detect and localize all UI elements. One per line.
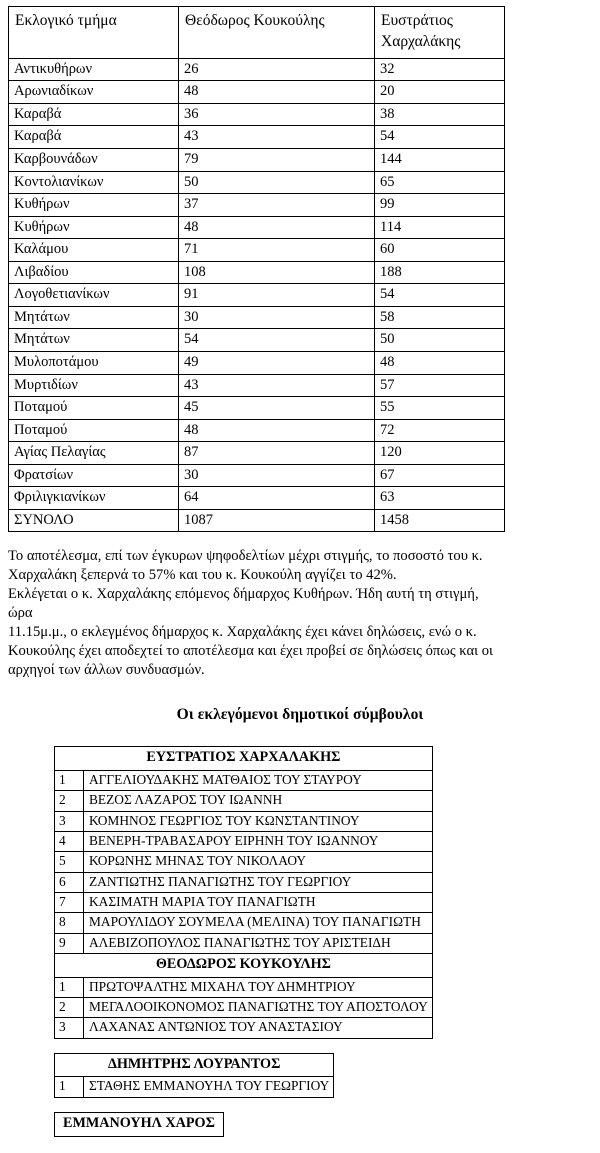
commentary-line-5: Κουκούλης έχει αποδεχτεί το αποτέλεσμα και έχει προβεί σε δηλώσεις όπως και οι bbox=[8, 643, 493, 660]
table-row bbox=[9, 126, 505, 149]
cell-votes-candidate-1: 45 bbox=[179, 397, 375, 420]
member-name: ΖΑΝΤΙΩΤΗΣ ΠΑΝΑΓΙΩΤΗΣ ΤΟΥ ΓΕΩΡΓΙΟΥ bbox=[84, 872, 433, 892]
cell-votes-candidate-2: 144 bbox=[375, 149, 505, 172]
table-row bbox=[9, 442, 505, 465]
cell-votes-candidate-1: 54 bbox=[179, 329, 375, 352]
group-header-label: ΕΜΜΑΝΟΥΗΛ ΧΑΡΟΣ bbox=[55, 1112, 224, 1136]
cell-votes-candidate-1: 91 bbox=[179, 284, 375, 307]
commentary-line-2: Χαρχαλάκη ξεπερνά το 57% και του κ. Κουκούλη αγγίζει το 42%. bbox=[8, 567, 397, 584]
table-row bbox=[9, 419, 505, 442]
list-item bbox=[55, 913, 433, 933]
cell-votes-candidate-1: 30 bbox=[179, 306, 375, 329]
member-index: 1 bbox=[55, 1077, 84, 1097]
cell-precinct: Μυρτιδίων bbox=[9, 374, 179, 397]
cell-votes-candidate-2: 50 bbox=[375, 329, 505, 352]
table-row bbox=[9, 306, 505, 329]
cell-votes-candidate-2: 99 bbox=[375, 194, 505, 217]
list-item bbox=[55, 892, 433, 912]
cell-total-candidate-2: 1458 bbox=[375, 509, 505, 532]
member-name: ΚΑΣΙΜΑΤΗ ΜΑΡΙΑ ΤΟΥ ΠΑΝΑΓΙΩΤΗ bbox=[84, 892, 433, 912]
member-index: 2 bbox=[55, 998, 84, 1018]
member-index: 1 bbox=[55, 977, 84, 997]
cell-precinct: Μυλοποτάμου bbox=[9, 351, 179, 374]
column-header-candidate-1: Θεόδωρος Κουκούλης bbox=[179, 7, 375, 59]
group-header-row bbox=[55, 747, 433, 771]
table-row bbox=[9, 239, 505, 262]
table-row bbox=[9, 171, 505, 194]
cell-precinct: Καρβουνάδων bbox=[9, 149, 179, 172]
cell-precinct: Καλάμου bbox=[9, 239, 179, 262]
table-row-total bbox=[9, 509, 505, 532]
cell-votes-candidate-2: 188 bbox=[375, 261, 505, 284]
cell-votes-candidate-2: 114 bbox=[375, 216, 505, 239]
cell-votes-candidate-2: 32 bbox=[375, 58, 505, 81]
list-item bbox=[55, 977, 433, 997]
cell-votes-candidate-1: 50 bbox=[179, 171, 375, 194]
table-row bbox=[9, 261, 505, 284]
cell-votes-candidate-1: 43 bbox=[179, 126, 375, 149]
cell-votes-candidate-2: 63 bbox=[375, 487, 505, 510]
table-row bbox=[9, 374, 505, 397]
list-item bbox=[55, 998, 433, 1018]
cell-votes-candidate-2: 72 bbox=[375, 419, 505, 442]
list-item bbox=[55, 852, 433, 872]
commentary-line-3: Εκλέγεται ο κ. Χαρχαλάκης επόμενος δήμαρχος Κυθήρων. Ήδη αυτή τη στιγμή, ώρα bbox=[8, 586, 479, 622]
column-header-precinct: Εκλογικό τμήμα bbox=[9, 7, 179, 59]
list-item bbox=[55, 1077, 334, 1097]
member-name: ΛΑΧΑΝΑΣ ΑΝΤΩΝΙΟΣ ΤΟΥ ΑΝΑΣΤΑΣΙΟΥ bbox=[84, 1018, 433, 1038]
list-item bbox=[55, 811, 433, 831]
member-name: ΜΕΓΑΛΟΟΙΚΟΝΟΜΟΣ ΠΑΝΑΓΙΩΤΗΣ ΤΟΥ ΑΠΟΣΤΟΛΟΥ bbox=[84, 998, 433, 1018]
member-name: ΒΕΖΟΣ ΛΑΖΑΡΟΣ ΤΟΥ ΙΩΑΝΝΗ bbox=[84, 791, 433, 811]
member-index: 1 bbox=[55, 770, 84, 790]
cell-votes-candidate-1: 26 bbox=[179, 58, 375, 81]
table-row bbox=[9, 149, 505, 172]
cell-votes-candidate-1: 48 bbox=[179, 81, 375, 104]
cell-votes-candidate-1: 87 bbox=[179, 442, 375, 465]
member-index: 5 bbox=[55, 852, 84, 872]
member-name: ΑΛΕΒΙΖΟΠΟΥΛΟΣ ΠΑΝΑΓΙΩΤΗΣ ΤΟΥ ΑΡΙΣΤΕΙΔΗ bbox=[84, 933, 433, 953]
cell-votes-candidate-2: 120 bbox=[375, 442, 505, 465]
table-row bbox=[9, 284, 505, 307]
member-index: 7 bbox=[55, 892, 84, 912]
column-header-candidate-2: Ευστράτιος Χαρχαλάκης bbox=[375, 7, 505, 59]
list-item bbox=[55, 831, 433, 851]
cell-votes-candidate-2: 48 bbox=[375, 351, 505, 374]
member-index: 3 bbox=[55, 811, 84, 831]
cell-votes-candidate-2: 65 bbox=[375, 171, 505, 194]
member-index: 2 bbox=[55, 791, 84, 811]
cell-precinct: Καραβά bbox=[9, 103, 179, 126]
commentary-line-6: αρχηγοί των άλλων συνδυασμών. bbox=[8, 662, 205, 679]
cell-votes-candidate-1: 79 bbox=[179, 149, 375, 172]
cell-votes-candidate-2: 54 bbox=[375, 284, 505, 307]
member-name: ΑΓΓΕΛΙΟΥΔΑΚΗΣ ΜΑΤΘΑΙΟΣ ΤΟΥ ΣΤΑΥΡΟΥ bbox=[84, 770, 433, 790]
cell-precinct: Ποταμού bbox=[9, 397, 179, 420]
cell-precinct: Φριλιγκιανίκων bbox=[9, 487, 179, 510]
table-row bbox=[9, 194, 505, 217]
table-row bbox=[9, 464, 505, 487]
member-index: 6 bbox=[55, 872, 84, 892]
cell-votes-candidate-2: 20 bbox=[375, 81, 505, 104]
councillors-group-1 bbox=[6, 746, 594, 1039]
group-header-label: ΘΕΟΔΩΡΟΣ ΚΟΥΚΟΥΛΗΣ bbox=[55, 953, 433, 977]
cell-votes-candidate-2: 57 bbox=[375, 374, 505, 397]
cell-votes-candidate-1: 48 bbox=[179, 216, 375, 239]
list-item bbox=[55, 791, 433, 811]
cell-precinct: Αντικυθήρων bbox=[9, 58, 179, 81]
member-index: 3 bbox=[55, 1018, 84, 1038]
cell-votes-candidate-1: 71 bbox=[179, 239, 375, 262]
cell-votes-candidate-2: 55 bbox=[375, 397, 505, 420]
member-index: 4 bbox=[55, 831, 84, 851]
cell-votes-candidate-1: 49 bbox=[179, 351, 375, 374]
group-header-row bbox=[55, 1112, 224, 1136]
member-index: 9 bbox=[55, 933, 84, 953]
table-row bbox=[9, 329, 505, 352]
list-item bbox=[55, 872, 433, 892]
cell-precinct: Αγίας Πελαγίας bbox=[9, 442, 179, 465]
cell-votes-candidate-2: 67 bbox=[375, 464, 505, 487]
cell-precinct: Λιβαδίου bbox=[9, 261, 179, 284]
table-header-row bbox=[9, 7, 505, 59]
table-row bbox=[9, 397, 505, 420]
group-header-label: ΔΗΜΗΤΡΗΣ ΛΟΥΡΑΝΤΟΣ bbox=[55, 1053, 334, 1077]
cell-total-label: ΣΥΝΟΛΟ bbox=[9, 509, 179, 532]
cell-total-candidate-1: 1087 bbox=[179, 509, 375, 532]
member-name: ΚΟΜΗΝΟΣ ΓΕΩΡΓΙΟΣ ΤΟΥ ΚΩΝΣΤΑΝΤΙΝΟΥ bbox=[84, 811, 433, 831]
councillors-section-title: Οι εκλεγόμενοι δημοτικοί σύμβουλοι bbox=[176, 706, 424, 724]
member-name: ΜΑΡΟΥΛΙΔΟΥ ΣΟΥΜΕΛΑ (ΜΕΛΙΝΑ) ΤΟΥ ΠΑΝΑΓΙΩΤΗ bbox=[84, 913, 433, 933]
cell-votes-candidate-1: 48 bbox=[179, 419, 375, 442]
cell-precinct: Καραβά bbox=[9, 126, 179, 149]
list-item bbox=[55, 1018, 433, 1038]
cell-precinct: Φρατσίων bbox=[9, 464, 179, 487]
table-row bbox=[9, 58, 505, 81]
list-item bbox=[55, 770, 433, 790]
cell-votes-candidate-2: 38 bbox=[375, 103, 505, 126]
councillors-table-charos bbox=[54, 1112, 224, 1137]
member-name: ΚΟΡΩΝΗΣ ΜΗΝΑΣ ΤΟΥ ΝΙΚΟΛΑΟΥ bbox=[84, 852, 433, 872]
cell-votes-candidate-2: 54 bbox=[375, 126, 505, 149]
table-row bbox=[9, 487, 505, 510]
member-name: ΠΡΩΤΟΨΑΛΤΗΣ ΜΙΧΑΗΛ ΤΟΥ ΔΗΜΗΤΡΙΟΥ bbox=[84, 977, 433, 997]
list-item bbox=[55, 933, 433, 953]
councillors-group-4 bbox=[6, 1112, 594, 1137]
commentary-line-4: 11.15μ.μ., ο εκλεγμένος δήμαρχος κ. Χαρχαλάκης έχει κάνει δηλώσεις, ενώ ο κ. bbox=[8, 624, 477, 641]
table-row bbox=[9, 103, 505, 126]
cell-precinct: Μητάτων bbox=[9, 329, 179, 352]
cell-votes-candidate-2: 60 bbox=[375, 239, 505, 262]
table-row bbox=[9, 81, 505, 104]
cell-votes-candidate-1: 37 bbox=[179, 194, 375, 217]
cell-precinct: Κοντολιανίκων bbox=[9, 171, 179, 194]
election-results-table bbox=[8, 6, 505, 532]
member-name: ΒΕΝΕΡΗ-ΤΡΑΒΑΣΑΡΟΥ ΕΙΡΗΝΗ ΤΟΥ ΙΩΑΝΝΟΥ bbox=[84, 831, 433, 851]
group-header-label: ΕΥΣΤΡΑΤΙΟΣ ΧΑΡΧΑΛΑΚΗΣ bbox=[55, 747, 433, 771]
councillors-table-harchalakis bbox=[54, 746, 433, 1039]
group-header-row bbox=[55, 1053, 334, 1077]
cell-precinct: Κυθήρων bbox=[9, 194, 179, 217]
cell-votes-candidate-1: 36 bbox=[179, 103, 375, 126]
cell-precinct: Ποταμού bbox=[9, 419, 179, 442]
group-header-row bbox=[55, 953, 433, 977]
cell-precinct: Λογοθετιανίκων bbox=[9, 284, 179, 307]
cell-votes-candidate-1: 30 bbox=[179, 464, 375, 487]
cell-votes-candidate-1: 108 bbox=[179, 261, 375, 284]
table-row bbox=[9, 216, 505, 239]
member-name: ΣΤΑΘΗΣ ΕΜΜΑΝΟΥΗΛ ΤΟΥ ΓΕΩΡΓΙΟΥ bbox=[84, 1077, 334, 1097]
cell-votes-candidate-1: 43 bbox=[179, 374, 375, 397]
commentary-line-1: Το αποτέλεσμα, επί των έγκυρων ψηφοδελτίων μέχρι στιγμής, το ποσοστό του κ. bbox=[8, 548, 483, 565]
councillors-group-3 bbox=[6, 1053, 594, 1098]
table-row bbox=[9, 351, 505, 374]
councillors-table-lourantos bbox=[54, 1053, 334, 1098]
cell-precinct: Μητάτων bbox=[9, 306, 179, 329]
member-index: 8 bbox=[55, 913, 84, 933]
cell-votes-candidate-1: 64 bbox=[179, 487, 375, 510]
cell-votes-candidate-2: 58 bbox=[375, 306, 505, 329]
commentary-block bbox=[8, 547, 496, 680]
cell-precinct: Αρωνιαδίκων bbox=[9, 81, 179, 104]
cell-precinct: Κυθήρων bbox=[9, 216, 179, 239]
